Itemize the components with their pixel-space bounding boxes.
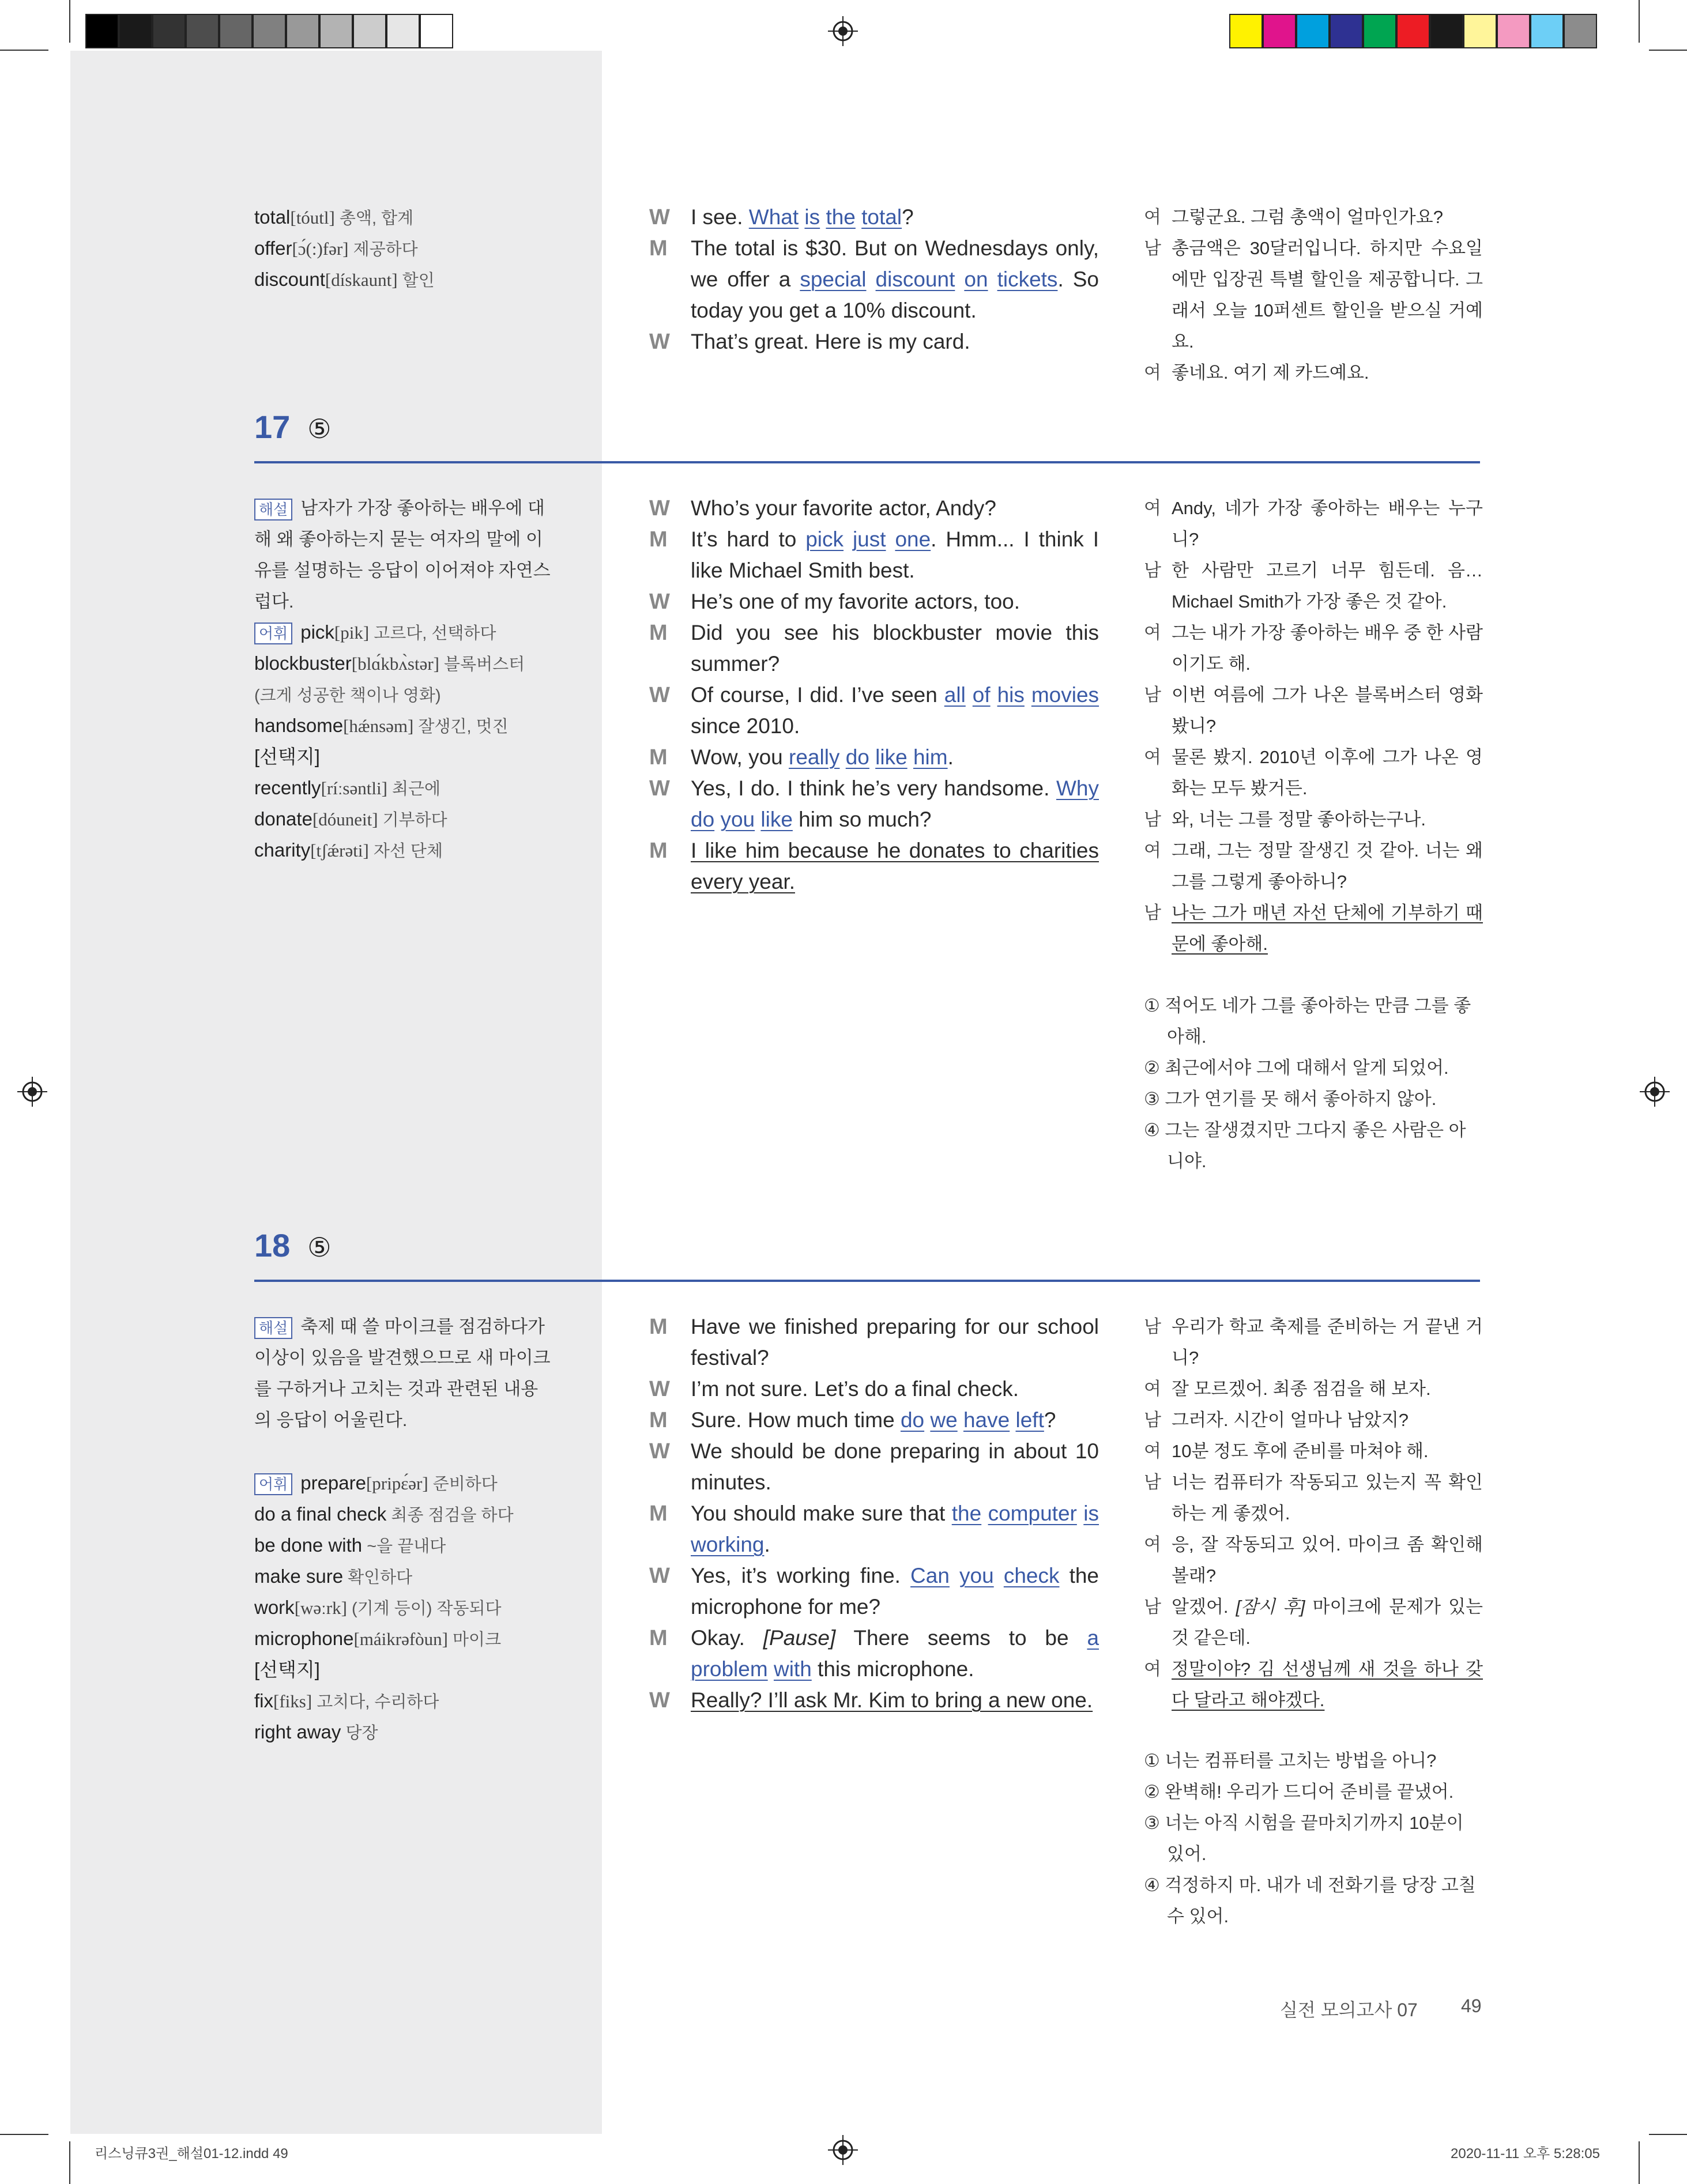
- vocab-phonetic: [máikrəfòun]: [353, 1629, 448, 1649]
- vocab-meaning: 고르다, 선택하다: [369, 624, 496, 643]
- vocab-panel-background: [70, 51, 602, 2134]
- explanation-text: 축제 때 쓸 마이크를 점검하다가 이상이 있음을 발견했으므로 새 마이크를 구하거나 고치는 것과 관련된 내용의 응답이 어울린다.: [254, 1317, 551, 1430]
- dialogue-line: [1144, 555, 1483, 617]
- vocab-entry: [254, 1654, 320, 1685]
- crop-mark: [0, 50, 48, 51]
- vocab-word: fix: [254, 1690, 273, 1711]
- dialogue-text: Of course, I did. I’ve seen all of his movies since 2010.: [691, 683, 1099, 738]
- dialogue-text: 이번 여름에 그가 나온 블록버스터 영화 봤니?: [1172, 685, 1483, 736]
- dialogue-line: [649, 1405, 1099, 1436]
- vocab-phonetic: [ɔ́(:)fər]: [292, 239, 349, 259]
- vocab-entry: [254, 1499, 514, 1531]
- speaker-label: 여: [1144, 1534, 1161, 1555]
- dialogue-line: [649, 1311, 1099, 1374]
- vocab-word: offer: [254, 237, 292, 259]
- speaker-label: 여: [1144, 1659, 1161, 1679]
- question-number: 17: [254, 409, 291, 445]
- dialogue-line: [649, 617, 1099, 680]
- color-swatch: [1363, 14, 1396, 48]
- explanation-tag: 해설: [254, 499, 292, 520]
- dialogue-text: 그는 내가 가장 좋아하는 배우 중 한 사람이기도 해.: [1172, 623, 1483, 674]
- vocab-word: do a final check: [254, 1503, 387, 1525]
- registration-mark-icon: [828, 16, 858, 46]
- dialogue-line: [649, 680, 1099, 742]
- color-swatch: [1396, 14, 1430, 48]
- speaker-label: 여: [1144, 1441, 1161, 1461]
- dialogue-line: [649, 524, 1099, 586]
- dialogue-line: [1144, 1467, 1483, 1529]
- color-swatch: [1296, 14, 1330, 48]
- color-swatch: [119, 14, 152, 48]
- speaker-label: 여: [1144, 840, 1161, 861]
- vocab-tag: 어휘: [254, 1473, 292, 1495]
- vocab-entry: [254, 710, 509, 742]
- crop-mark: [1649, 2134, 1687, 2135]
- vocab-entry: [254, 1685, 439, 1718]
- dialogue-text: 그러자. 시간이 얼마나 남았지?: [1172, 1410, 1409, 1430]
- dialogue-line: [1144, 1654, 1483, 1716]
- speaker-label: W: [649, 496, 670, 520]
- speaker-label: W: [649, 330, 670, 354]
- vocab-phonetic: [fiks]: [273, 1691, 312, 1711]
- dialogue-line: [1144, 1311, 1483, 1374]
- answer-option: ③ 너는 아직 시험을 끝마치기까지 10분이 있어.: [1144, 1813, 1464, 1864]
- vocab-entry: [254, 648, 525, 680]
- dialogue-line: [1144, 1591, 1483, 1654]
- dialogue-text: 그렇군요. 그럼 총액이 얼마인가요?: [1172, 207, 1443, 227]
- vocab-word: handsome: [254, 715, 344, 736]
- vocab-phonetic: [ríːsəntli]: [321, 778, 387, 798]
- process-color-bar: [1229, 14, 1597, 48]
- dialogue-text: You should make sure that the computer is working.: [691, 1502, 1099, 1556]
- dialogue-line: [1144, 233, 1483, 357]
- color-swatch: [319, 14, 353, 48]
- speaker-label: W: [649, 776, 670, 801]
- speaker-label: 여: [1144, 1379, 1161, 1399]
- speaker-label: M: [649, 621, 668, 645]
- question-18-header: [254, 1227, 332, 1264]
- dialogue-line: [1144, 680, 1483, 742]
- dialogue-text: 응, 잘 작동되고 있어. 마이크 좀 확인해 볼래?: [1172, 1534, 1483, 1586]
- vocab-phonetic: [blɑ́kbʌ̀stər]: [351, 654, 439, 674]
- speaker-label: 남: [1144, 1410, 1161, 1430]
- dialogue-line: [649, 233, 1099, 326]
- vocab-meaning: 할인: [397, 271, 435, 290]
- vocab-entry: [254, 804, 447, 836]
- dialogue-line: [649, 326, 1099, 357]
- vocab-word: work: [254, 1597, 295, 1618]
- dialogue-line: [649, 1436, 1099, 1498]
- dialogue-text: 나는 그가 매년 자선 단체에 기부하기 때문에 좋아해.: [1172, 903, 1483, 954]
- speaker-label: 여: [1144, 363, 1161, 383]
- explanation-text: 남자가 가장 좋아하는 배우에 대해 왜 좋아하는지 묻는 여자의 말에 이유를 설명하는 응답이 이어져야 자연스럽다.: [254, 498, 551, 612]
- speaker-label: 남: [1144, 560, 1161, 580]
- top-korean-dialogue: [1144, 202, 1483, 388]
- speaker-label: 남: [1144, 809, 1161, 829]
- speaker-label: M: [649, 1408, 668, 1432]
- vocab-phonetic: [dóuneit]: [312, 809, 378, 829]
- vocab-entry: [254, 679, 441, 711]
- vocab-meaning: 당장: [341, 1724, 378, 1742]
- dialogue-text: Andy, 네가 가장 좋아하는 배우는 누구니?: [1172, 498, 1483, 549]
- question-17-korean-dialogue: [1144, 493, 1483, 960]
- answer-option: ② 완벽해! 우리가 드디어 준비를 끝냈어.: [1144, 1782, 1454, 1802]
- color-swatch: [386, 14, 420, 48]
- answer-option: ① 적어도 네가 그를 좋아하는 만큼 그를 좋아해.: [1144, 995, 1471, 1047]
- answer-mark: ⑤: [307, 1232, 332, 1262]
- answer-option: ④ 그는 잘생겼지만 그다지 좋은 사람은 아니야.: [1144, 1120, 1466, 1171]
- vocab-word: [선택지]: [254, 1659, 320, 1680]
- dialogue-line: [1144, 1405, 1483, 1436]
- crop-mark: [1639, 2141, 1640, 2184]
- speaker-label: M: [649, 1502, 668, 1526]
- answer-mark: ⑤: [307, 414, 332, 444]
- dialogue-text: I like him because he donates to charities every year.: [691, 839, 1099, 893]
- dialogue-line: [649, 1560, 1099, 1623]
- color-swatch: [1497, 14, 1530, 48]
- dialogue-text: He’s one of my favorite actors, too.: [691, 590, 1021, 613]
- dialogue-text: 물론 봤지. 2010년 이후에 그가 나온 영화는 모두 봤거든.: [1172, 747, 1483, 798]
- dialogue-text: Yes, it’s working fine. Can you check the microphone for me?: [691, 1564, 1099, 1619]
- dialogue-text: Wow, you really do like him.: [691, 745, 954, 769]
- vocab-meaning: 제공하다: [348, 240, 418, 259]
- vocab-phonetic: [dískaunt]: [325, 270, 398, 290]
- dialogue-text: The total is $30. But on Wednesdays only, we offer a special discount on tickets. So today you get a 10% discount.: [691, 236, 1099, 322]
- print-date: 2020-11-11 오후 5:28:05: [1451, 2146, 1600, 2162]
- dialogue-text: I see. What is the total?: [691, 205, 914, 229]
- vocab-phonetic: [pik]: [334, 623, 370, 643]
- color-swatch: [286, 14, 319, 48]
- dialogue-text: 총금액은 30달러입니다. 하지만 수요일에만 입장권 특별 할인을 제공합니다. 그래서 오늘 10퍼센트 할인을 받으실 거예요.: [1172, 238, 1483, 352]
- vocab-word: recently: [254, 777, 321, 798]
- dialogue-text: That’s great. Here is my card.: [691, 330, 970, 353]
- speaker-label: 남: [1144, 1472, 1161, 1492]
- dialogue-line: [649, 586, 1099, 617]
- dialogue-text: 좋네요. 여기 제 카드예요.: [1172, 363, 1369, 383]
- speaker-label: 남: [1144, 685, 1161, 705]
- dialogue-text: We should be done preparing in about 10 minutes.: [691, 1439, 1099, 1494]
- dialogue-text: 우리가 학교 축제를 준비하는 거 끝낸 거니?: [1172, 1317, 1483, 1368]
- dialogue-text: Sure. How much time do we have left?: [691, 1408, 1056, 1432]
- color-swatch: [1229, 14, 1263, 48]
- dialogue-line: [1144, 804, 1483, 835]
- color-swatch: [1430, 14, 1463, 48]
- color-swatch: [219, 14, 253, 48]
- question-18-english-dialogue: [649, 1311, 1099, 1716]
- vocab-entry: [254, 1623, 501, 1655]
- vocab-word: total: [254, 206, 291, 228]
- dialogue-line: [1144, 1436, 1483, 1467]
- speaker-label: 여: [1144, 747, 1161, 767]
- vocab-entry: [254, 741, 320, 772]
- question-17-options: [1144, 990, 1483, 1177]
- vocab-meaning: 블록버스터: [439, 655, 525, 674]
- vocab-meaning: 준비하다: [428, 1475, 498, 1493]
- dialogue-text: 정말이야? 김 선생님께 새 것을 하나 갖다 달라고 해야겠다.: [1172, 1659, 1483, 1710]
- vocab-meaning: 기부하다: [378, 811, 447, 829]
- vocab-word: right away: [254, 1721, 341, 1742]
- dialogue-text: 알겠어. [잠시 후] 마이크에 문제가 있는 것 같은데.: [1172, 1597, 1483, 1648]
- vocab-meaning: 마이크: [447, 1631, 502, 1649]
- dialogue-line: [649, 773, 1099, 835]
- dialogue-text: Have we finished preparing for our school festival?: [691, 1315, 1099, 1370]
- dialogue-line: [1144, 1529, 1483, 1591]
- vocab-entry: [254, 617, 496, 649]
- answer-option: ③ 그가 연기를 못 해서 좋아하지 않아.: [1144, 1089, 1437, 1109]
- speaker-label: W: [649, 1564, 670, 1588]
- section-label: 실전 모의고사 07: [1280, 2000, 1418, 2020]
- answer-option: ② 최근에서야 그에 대해서 알게 되었어.: [1144, 1058, 1449, 1078]
- dialogue-text: Yes, I do. I think he’s very handsome. Why do you like him so much?: [691, 776, 1099, 831]
- color-swatch: [253, 14, 286, 48]
- dialogue-text: I’m not sure. Let’s do a final check.: [691, 1377, 1019, 1401]
- dialogue-line: [1144, 742, 1483, 804]
- color-swatch: [152, 14, 186, 48]
- speaker-label: 남: [1144, 238, 1161, 258]
- speaker-label: W: [649, 1439, 670, 1463]
- dialogue-line: [649, 1685, 1099, 1716]
- vocab-entry: [254, 233, 418, 265]
- vocab-word: discount: [254, 269, 325, 290]
- explanation-tag: 해설: [254, 1317, 292, 1339]
- vocab-word: pick: [300, 621, 334, 643]
- registration-mark-icon: [1640, 1077, 1670, 1107]
- vocab-word: [선택지]: [254, 746, 320, 767]
- dialogue-line: [1144, 493, 1483, 555]
- vocab-word: prepare: [300, 1472, 366, 1493]
- crop-mark: [1639, 0, 1640, 43]
- dialogue-text: It’s hard to pick just one. Hmm... I think I like Michael Smith best.: [691, 527, 1099, 582]
- vocab-word: donate: [254, 808, 312, 829]
- dialogue-text: Okay. [Pause] There seems to be a problem with this microphone.: [691, 1626, 1099, 1681]
- vocab-entry: [254, 1717, 378, 1749]
- speaker-label: 여: [1144, 498, 1161, 518]
- vocab-entry: [254, 772, 440, 805]
- speaker-label: 남: [1144, 1317, 1161, 1337]
- vocab-meaning: 확인하다: [343, 1568, 413, 1587]
- page-number: 49: [1461, 1996, 1482, 2016]
- dialogue-line: [649, 1374, 1099, 1405]
- color-swatch: [1463, 14, 1497, 48]
- color-swatch: [1263, 14, 1296, 48]
- speaker-label: 여: [1144, 623, 1161, 643]
- section-divider: [254, 1280, 1480, 1282]
- dialogue-line: [1144, 1374, 1483, 1405]
- dialogue-line: [649, 835, 1099, 897]
- vocab-word: make sure: [254, 1566, 344, 1587]
- speaker-label: 남: [1144, 1597, 1161, 1617]
- speaker-label: 남: [1144, 903, 1161, 923]
- vocab-tag: 어휘: [254, 623, 292, 644]
- dialogue-line: [649, 493, 1099, 524]
- speaker-label: W: [649, 1688, 670, 1713]
- speaker-label: M: [649, 839, 668, 863]
- file-slug: 리스닝큐3권_해설01-12.indd 49: [95, 2146, 288, 2162]
- question-17-explanation: [254, 493, 554, 617]
- dialogue-line: [649, 1498, 1099, 1560]
- speaker-label: W: [649, 1377, 670, 1401]
- vocab-phonetic: [tóutl]: [290, 208, 335, 228]
- color-swatch: [85, 14, 119, 48]
- color-swatch: [1564, 14, 1597, 48]
- vocab-meaning: 자선 단체: [368, 842, 443, 861]
- dialogue-text: 10분 정도 후에 준비를 마쳐야 해.: [1172, 1441, 1429, 1461]
- answer-option: ④ 걱정하지 마. 내가 네 전화기를 당장 고칠 수 있어.: [1144, 1875, 1476, 1926]
- registration-mark-icon: [17, 1077, 47, 1107]
- vocab-meaning: 최근에: [387, 780, 441, 798]
- dialogue-text: Did you see his blockbuster movie this summer?: [691, 621, 1099, 676]
- registration-mark-icon: [828, 2135, 858, 2165]
- vocab-word: be done with: [254, 1534, 363, 1556]
- vocab-entry: [254, 264, 435, 296]
- question-17-header: [254, 408, 332, 446]
- speaker-label: M: [649, 236, 668, 261]
- vocab-entry: [254, 1592, 502, 1624]
- question-17-english-dialogue: [649, 493, 1099, 897]
- question-18-korean-dialogue: [1144, 1311, 1483, 1716]
- dialogue-text: 와, 너는 그를 정말 좋아하는구나.: [1172, 809, 1426, 829]
- vocab-meaning: 고치다, 수리하다: [312, 1693, 439, 1711]
- vocab-meaning: ~을 끝내다: [362, 1537, 446, 1556]
- crop-mark: [0, 2134, 48, 2135]
- dialogue-line: [1144, 897, 1483, 960]
- vocab-entry: [254, 202, 413, 234]
- vocab-word: microphone: [254, 1628, 354, 1649]
- color-swatch: [353, 14, 386, 48]
- dialogue-line: [1144, 835, 1483, 897]
- dialogue-line: [1144, 617, 1483, 680]
- speaker-label: M: [649, 1315, 668, 1339]
- dialogue-line: [649, 1623, 1099, 1685]
- section-divider: [254, 461, 1480, 463]
- question-number: 18: [254, 1227, 291, 1263]
- speaker-label: 여: [1144, 207, 1161, 227]
- speaker-label: W: [649, 683, 670, 707]
- color-swatch: [186, 14, 219, 48]
- vocab-meaning: (기계 등이) 작동되다: [347, 1600, 502, 1618]
- dialogue-text: 잘 모르겠어. 최종 점검을 해 보자.: [1172, 1379, 1431, 1399]
- vocab-meaning: (크게 성공한 책이나 영화): [254, 686, 441, 705]
- vocab-meaning: 잘생긴, 멋진: [413, 718, 509, 736]
- vocab-phonetic: [tʃǽrəti]: [310, 840, 369, 861]
- vocab-phonetic: [wəːrk]: [294, 1598, 347, 1618]
- question-18-options: [1144, 1745, 1483, 1932]
- dialogue-text: Who’s your favorite actor, Andy?: [691, 496, 996, 520]
- dialogue-line: [649, 202, 1099, 233]
- dialogue-text: Really? I’ll ask Mr. Kim to bring a new one.: [691, 1688, 1093, 1712]
- vocab-meaning: 최종 점검을 하다: [386, 1506, 514, 1525]
- vocab-phonetic: [pripɛ́ər]: [366, 1473, 428, 1493]
- dialogue-line: [1144, 357, 1483, 388]
- speaker-label: W: [649, 205, 670, 229]
- crop-mark: [69, 2141, 70, 2184]
- vocab-entry: [254, 835, 443, 867]
- top-english-dialogue: [649, 202, 1099, 357]
- speaker-label: M: [649, 745, 668, 770]
- vocab-word: charity: [254, 839, 311, 861]
- color-swatch: [1330, 14, 1363, 48]
- answer-option: ① 너는 컴퓨터를 고치는 방법을 아니?: [1144, 1751, 1437, 1771]
- color-swatch: [420, 14, 453, 48]
- speaker-label: W: [649, 590, 670, 614]
- vocab-word: blockbuster: [254, 652, 352, 674]
- speaker-label: M: [649, 527, 668, 552]
- question-18-explanation: [254, 1311, 554, 1436]
- vocab-entry: [254, 1468, 498, 1500]
- vocab-entry: [254, 1530, 446, 1562]
- dialogue-line: [649, 742, 1099, 773]
- crop-mark: [69, 0, 70, 43]
- grayscale-color-bar: [85, 14, 453, 48]
- dialogue-text: 한 사람만 고르기 너무 힘든데. 음… Michael Smith가 가장 좋은 것 같아.: [1172, 560, 1483, 612]
- speaker-label: M: [649, 1626, 668, 1650]
- vocab-entry: [254, 1561, 412, 1593]
- color-swatch: [1530, 14, 1564, 48]
- dialogue-line: [1144, 202, 1483, 233]
- dialogue-text: 그래, 그는 정말 잘생긴 것 같아. 너는 왜 그를 그렇게 좋아하니?: [1172, 840, 1483, 892]
- crop-mark: [1649, 50, 1687, 51]
- dialogue-text: 너는 컴퓨터가 작동되고 있는지 꼭 확인하는 게 좋겠어.: [1172, 1472, 1483, 1523]
- vocab-meaning: 총액, 합계: [334, 209, 414, 228]
- vocab-phonetic: [hǽnsəm]: [343, 716, 414, 736]
